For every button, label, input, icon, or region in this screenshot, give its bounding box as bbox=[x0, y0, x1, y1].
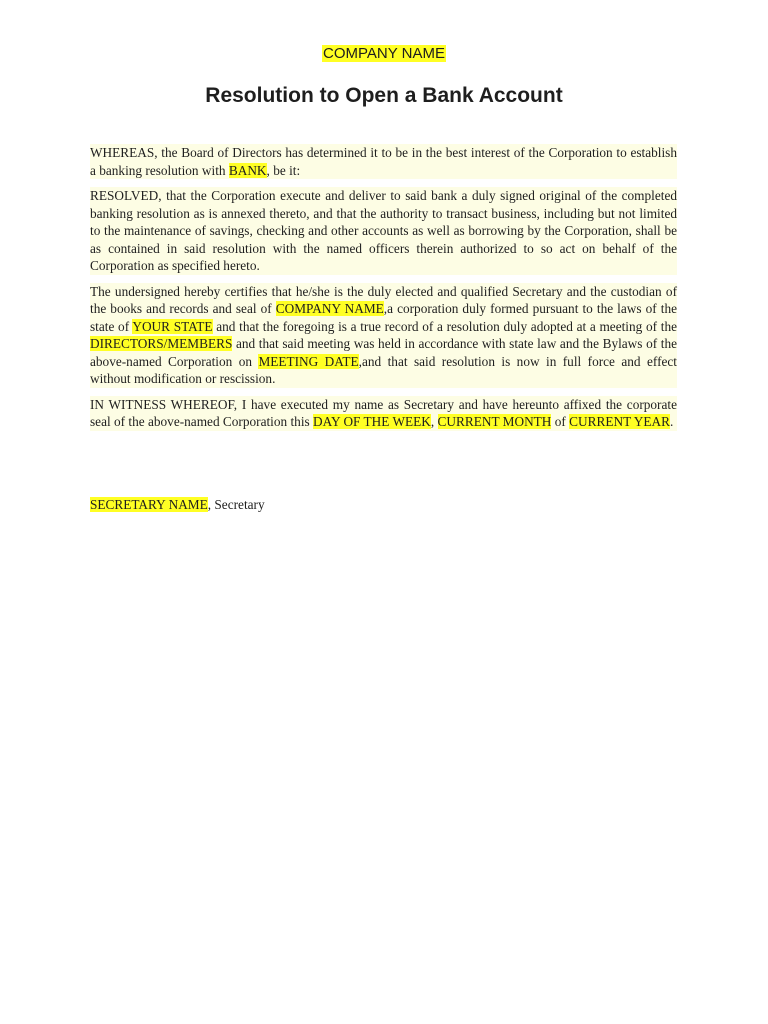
whereas-text-2: , be it: bbox=[266, 162, 301, 178]
meeting-date-placeholder: MEETING DATE bbox=[258, 353, 359, 369]
company-name-inline-placeholder: COMPANY NAME bbox=[275, 301, 384, 316]
whereas-text-1: WHEREAS, the Board of Directors has determined it to be in the best interest of the Corporation to establish a banking resolution with bbox=[90, 145, 677, 178]
witness-text-1: IN WITNESS WHEREOF, I have executed my name as Secretary and have hereunto affixed the corporate seal of the above-named Corporation this bbox=[90, 396, 677, 429]
bank-placeholder: BANK bbox=[228, 162, 267, 178]
directors-members-placeholder: DIRECTORS/MEMBERS bbox=[90, 336, 233, 351]
company-name-header bbox=[0, 44, 768, 64]
document-body bbox=[90, 144, 677, 439]
witness-text-2: , bbox=[430, 414, 438, 429]
secretary-name-placeholder: SECRETARY NAME bbox=[90, 497, 208, 512]
current-month-placeholder: CURRENT MONTH bbox=[437, 414, 552, 429]
cert-text-1: The undersigned hereby certifies that he/she is the duly elected and qualified Secretary and the custodian of the books and records and seal of bbox=[90, 283, 677, 316]
cert-text-2: ,a corporation duly formed pursuant to the laws of the state of bbox=[90, 301, 678, 334]
document-title: Resolution to Open a Bank Account bbox=[205, 84, 563, 107]
signature-line bbox=[90, 496, 265, 514]
cert-text-5: ,and that said resolution is now in full force and effect without modification or rescission. bbox=[90, 353, 677, 386]
day-of-week-placeholder: DAY OF THE WEEK bbox=[313, 414, 431, 429]
state-placeholder: YOUR STATE bbox=[132, 318, 213, 334]
certification-paragraph bbox=[90, 283, 677, 388]
witness-text-4: . bbox=[670, 414, 674, 429]
current-year-placeholder: CURRENT YEAR bbox=[569, 414, 670, 429]
company-name-placeholder: COMPANY NAME bbox=[323, 45, 445, 62]
witness-paragraph bbox=[90, 396, 677, 431]
cert-text-3: and that the foregoing is a true record of a resolution duly adopted at a meeting of the bbox=[212, 318, 678, 334]
witness-text-3: of bbox=[551, 414, 570, 429]
whereas-paragraph bbox=[90, 144, 677, 179]
secretary-role: , Secretary bbox=[207, 497, 265, 512]
cert-text-4: and that said meeting was held in accordance with state law and the Bylaws of the above-named Corporation on bbox=[90, 336, 677, 369]
resolved-paragraph: RESOLVED, that the Corporation execute and deliver to said bank a duly signed original of the completed banking resolution as is annexed thereto, and that the authority to transact business, including but not limited to the maintenance of savings, checking and other accounts as well as borrowing by the Corporation, shall be as contained in said resolution with the named officers therein authorized to so act on behalf of the Corporation as specified hereto. bbox=[90, 188, 677, 273]
